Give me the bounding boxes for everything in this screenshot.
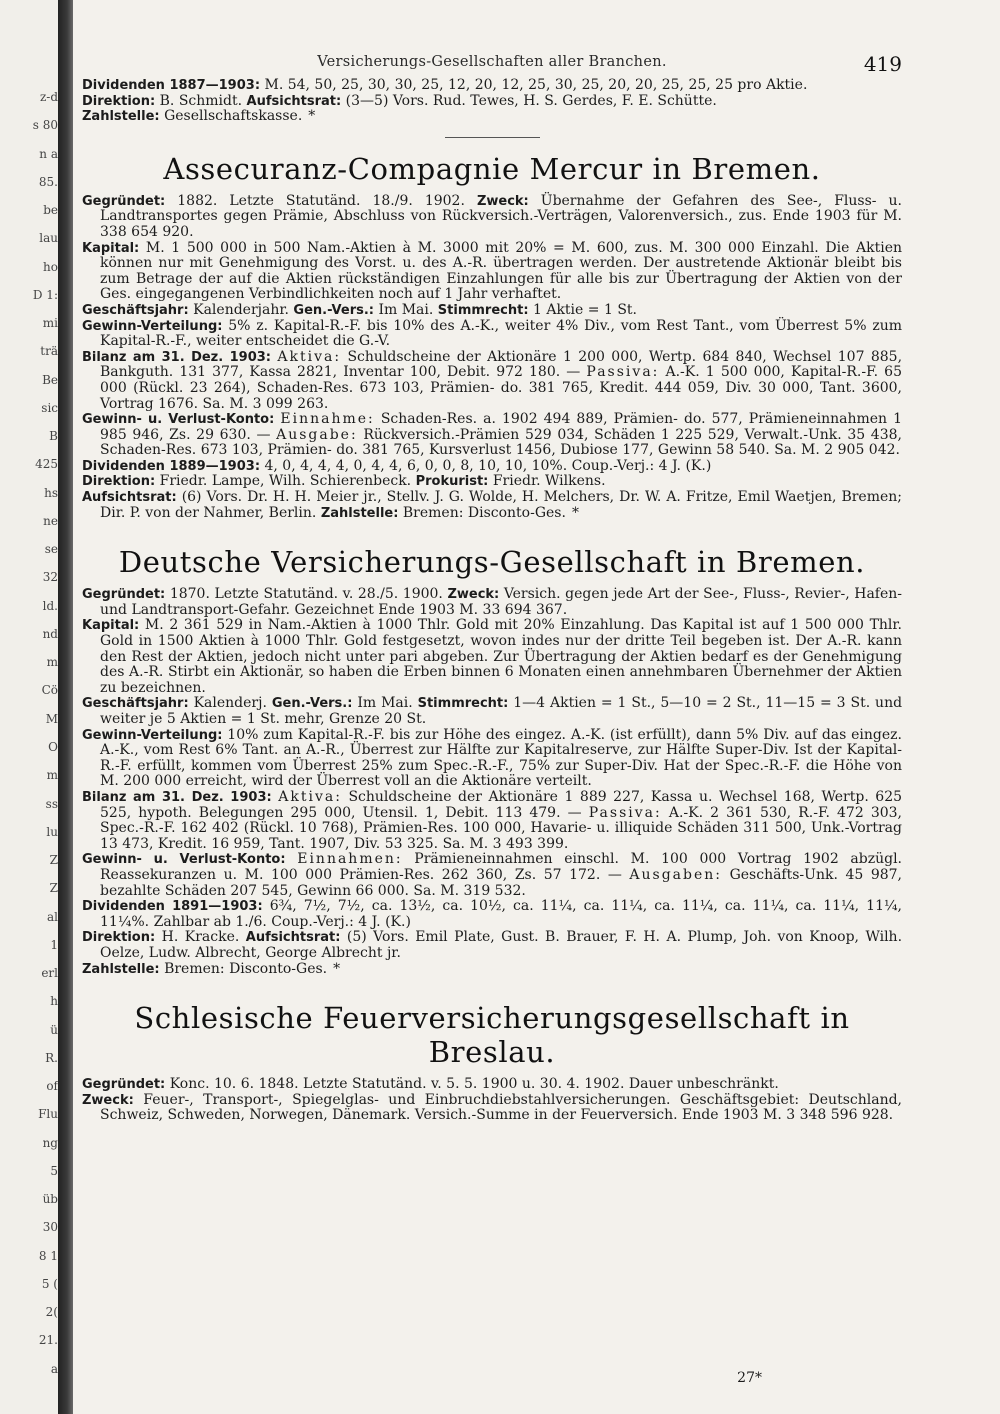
label: Passiva: [588, 804, 662, 821]
text: 1882. Letzte Statutänd. 18./9. 1902. [177, 192, 465, 209]
margin-fragment: sic [41, 400, 58, 415]
label: Dividenden 1887—1903: [82, 78, 261, 93]
text: Im Mai. [378, 301, 434, 318]
margin-fragment: 21. [38, 1333, 58, 1348]
zweck [82, 1093, 902, 1124]
margin-fragment: ng [42, 1135, 58, 1150]
margin-fragment: m [46, 768, 58, 783]
margin-fragment: ho [43, 259, 58, 274]
prev-zahlstelle [82, 109, 902, 125]
text: Kalenderjahr. [193, 301, 289, 318]
text: H. Kracke. [161, 929, 240, 946]
margin-fragment: 85. [38, 174, 58, 189]
zahlstelle [82, 962, 902, 978]
text: B. Schmidt. [159, 92, 243, 109]
running-head [82, 40, 902, 74]
margin-fragment: of [46, 1079, 58, 1094]
label: Zweck: [447, 587, 500, 603]
margin-fragment: a [50, 1361, 58, 1376]
text: Übernahme der Gefahren des See-, Fluss- u. Landtransportes gegen Prämie, Abschluss von Rückversich.-Verträgen, Valorenversich., zus. Ende 1903 für M. 338 654 920. [100, 192, 903, 240]
margin-fragment: ü [50, 1022, 58, 1037]
margin-fragment: 5 [50, 1163, 58, 1178]
margin-fragment: al [47, 909, 58, 924]
margin-fragment: Be [42, 372, 58, 387]
label: Kapital: [82, 240, 140, 256]
text: 10% zum Kapital-R.-F. bis zur Höhe des eingez. A.-K. (ist erfüllt), dann 5% Div. auf das eingez. A.-K., vom Rest 6% Tant. an A.-R., Überrest zur Hälfte zur Kapitalreserve, zur Hälfte Super-Div. Ist der Kapital-R.-F. erfüllt, kommen vom Überrest 25% zum Spec.-R.-F., 75% zur Super-Div. Hat der Spec.-R.-F. die Höhe von M. 200 000 erreicht, wird der Überrest voll an die Aktionäre verteilt. [100, 726, 903, 790]
text: 4, 0, 4, 4, 4, 0, 4, 4, 6, 0, 0, 8, 10, 10, 10%. Coup.-Verj.: 4 J. (K.) [264, 457, 712, 474]
dividenden [82, 899, 902, 930]
label: Prokurist: [415, 474, 489, 490]
prev-dividenden [82, 78, 902, 94]
text: M. 54, 50, 25, 30, 30, 25, 12, 20, 12, 25, 30, 25, 20, 20, 25, 25, 25 pro Aktie. [264, 77, 808, 93]
label: Einnahme: [280, 411, 375, 428]
label: Direktion: [82, 93, 156, 109]
label: Geschäftsjahr: [82, 302, 189, 318]
label: Einnahmen: [297, 851, 403, 868]
margin-fragment: nd [42, 626, 58, 641]
gewinn-verteilung [82, 319, 902, 350]
label: Zweck: [476, 193, 529, 209]
page [82, 40, 902, 1400]
label: Ausgaben: [629, 866, 723, 883]
margin-fragment: Z [49, 853, 58, 868]
label: Bilanz am 31. Dez. 1903: [82, 349, 272, 365]
geschaeftsjahr [82, 696, 902, 727]
kapital [82, 618, 902, 696]
text: A.-K. 1 500 000, Kapital-R.-F. 65 000 (Rückl. 23 264), Schaden-Res. 673 103, Prämien- do. 381 765, Kredit. 444 059, Div. 30 000, Tant. 3600, Vortrag 1676. Sa. M. 3 099 263. [100, 364, 902, 412]
entry-schlesische [82, 1077, 902, 1124]
entry-star: * [333, 960, 341, 977]
text: Bremen: Disconto-Ges. [164, 960, 328, 977]
text: Konc. 10. 6. 1848. Letzte Statutänd. v. 5. 5. 1900 u. 30. 4. 1902. Dauer unbeschränkt. [169, 1076, 779, 1093]
label: Gewinn- u. Verlust-Konto: [82, 412, 275, 428]
text: Schuldscheine der Aktionäre 1 200 000, Wertp. 684 840, Wechsel 107 885, Bankguth. 131 377, Kassa 2821, Inventar 100, Debit. 972 180. — [100, 348, 903, 381]
margin-fragment: D 1: [32, 287, 58, 302]
direktion [82, 474, 902, 490]
text: 5% z. Kapital-R.-F. bis 10% des A.-K., weiter 4% Div., vom Rest Tant., vom Überrest 5% zum Kapital-R.-F., weiter entscheidet die G.-V. [100, 317, 902, 350]
label: Stimmrecht: [417, 696, 509, 712]
margin-fragment: n a [39, 146, 58, 161]
gewinn-verlust-konto [82, 412, 902, 459]
dividenden [82, 459, 902, 475]
margin-fragment: lau [39, 231, 58, 246]
margin-fragment: se [44, 542, 58, 557]
aufsichtsrat [82, 490, 902, 521]
company-title-deutsche: Deutsche Versicherungs-Gesellschaft in Bremen. [118, 545, 866, 580]
label: Zahlstelle: [82, 961, 160, 977]
label: Direktion: [82, 474, 156, 490]
margin-fragment: trä [40, 344, 58, 359]
margin-fragment: lu [46, 824, 58, 839]
label: Direktion: [82, 930, 156, 946]
text: 6¾, 7½, 7½, ca. 13½, ca. 10½, ca. 11¼, ca. 11¼, ca. 11¼, ca. 11¼, ca. 11¼, 11¼, 11¼%. Zahlbar ab 1./6. Coup.-Verj.: 4 J. (K.) [100, 898, 903, 930]
prev-entry [82, 78, 902, 125]
gegruendet [82, 587, 902, 618]
text: Kalenderj. [193, 695, 267, 712]
gewinn-verteilung [82, 728, 902, 790]
margin-fragment: 8 1 [38, 1248, 58, 1263]
entry-star: * [308, 108, 316, 125]
text: Schaden-Res. a. 1902 494 889, Prämien- do. 577, Prämieneinnahmen 1 985 946, Zs. 29 630. — [100, 411, 903, 443]
company-title-schlesische: Schlesische Feuerversicherungsgesellschaft in Breslau. [134, 1001, 850, 1070]
label: Gewinn-Verteilung: [82, 727, 223, 743]
margin-fragment: s 80 [32, 118, 58, 133]
margin-fragment: üb [42, 1192, 58, 1207]
text: M. 1 500 000 in 500 Nam.-Aktien à M. 3000 mit 20% = M. 600, zus. M. 300 000 Einzahl. Die Aktien können nur mit Genehmigung des Vorst. u. des A.-R. übertragen werden. Der austretende Aktionär bleibt bis zum Betrage der auf die Aktien rückständigen Einzahlungen für alle bis zur Übertragung der Aktien von der Ges. eingegangenen Verbindlichkeiten noch auf 1 Jahr verhaftet. [100, 239, 902, 303]
label: Aufsichtsrat: [245, 930, 341, 946]
text: Prämieneinnahmen einschl. M. 100 000 Vortrag 1902 abzügl. Reassekuranzen u. M. 100 000 Prämien-Res. 262 360, Zs. 57 172. — [100, 851, 902, 883]
direktion [82, 930, 902, 961]
label: Gegründet: [82, 193, 166, 209]
margin-fragment: 2( [45, 1305, 58, 1320]
divider [445, 137, 540, 138]
kapital [82, 241, 902, 303]
text: Feuer-, Transport-, Spiegelglas- und Einbruchdiebstahlversicherungen. Geschäftsgebiet: Deutschland, Schweiz, Schweden, Norwegen, Dänemark. Versich.-Summe in der Feuerversich. Ende 1903 M. 3 348 596 928. [100, 1091, 902, 1124]
label: Gewinn-Verteilung: [82, 318, 223, 334]
text: Versich. gegen jede Art der See-, Fluss-, Revier-, Hafen- und Landtransport-Gefahr. Gezeichnet Ende 1903 M. 33 694 367. [100, 586, 902, 618]
text: Geschäfts-Unk. 45 987, bezahlte Schäden 207 545, Gewinn 66 000. Sa. M. 319 532. [100, 866, 903, 899]
entry-deutsche [82, 587, 902, 977]
margin-fragment: 30 [42, 1220, 58, 1235]
label: Gegründet: [82, 587, 166, 603]
label: Dividenden 1891—1903: [82, 899, 263, 915]
label: Ausgabe: [276, 426, 358, 443]
label: Gegründet: [82, 1077, 166, 1093]
margin-fragment: Z [49, 881, 58, 896]
margin-fragment: be [43, 203, 58, 218]
entry-mercur [82, 194, 902, 521]
prev-direktion [82, 94, 902, 110]
label: Zahlstelle: [320, 505, 399, 521]
text: Rückversich.-Prämien 529 034, Schäden 1 225 529, Verwalt.-Unk. 35 438, Schaden-Res. 673 103, Prämien- do. 381 765, Kursverlust 1456, Dubiose 177, Gewinn 58 540. Sa. M. 2 905 042. [100, 426, 902, 459]
book-spine-shadow [58, 0, 73, 1414]
label: Gen.-Vers.: [271, 696, 353, 712]
text: 1 Aktie = 1 St. [532, 301, 637, 318]
margin-fragment: 1 [50, 937, 58, 952]
margin-fragment: Cö [41, 683, 58, 698]
label: Gewinn- u. Verlust-Konto: [82, 852, 286, 868]
margin-fragment: 5 ( [41, 1276, 58, 1291]
margin-fragment: hs [44, 485, 58, 500]
margin-fragment: 425 [35, 457, 58, 472]
text: A.-K. 2 361 530, R.-F. 472 303, Spec.-R.-F. 162 402 (Rückl. 10 768), Prämien-Res. 100 000, Havarie- u. illiquide Schäden 311 500, Unk.-Vortrag 13 473, Kredit. 16 959, Tant. 1907, Div. 53 325. Sa. M. 3 493 399. [100, 804, 903, 852]
text: 1—4 Aktien = 1 St., 5—10 = 2 St., 11—15 = 3 St. und weiter je 5 Aktien = 1 St. mehr, Grenze 20 St. [100, 695, 903, 727]
margin-fragment: ne [43, 513, 58, 528]
margin-fragment: erl [41, 966, 58, 981]
label: Aufsichtsrat: [246, 93, 342, 109]
company-title-mercur: Assecuranz-Compagnie Mercur in Bremen. [163, 151, 821, 186]
bilanz [82, 350, 902, 412]
label: Zweck: [82, 1092, 134, 1108]
text: Schuldscheine der Aktionäre 1 889 227, Kassa u. Wechsel 168, Wertp. 625 525, hypoth. Belegungen 295 000, Utensil. 1, Debit. 113 479. — [100, 788, 903, 821]
margin-fragment: O [48, 740, 58, 754]
label: Gen.-Vers.: [293, 302, 375, 318]
text: Friedr. Lampe, Wilh. Schierenbeck. [159, 473, 412, 490]
text: Bremen: Disconto-Ges. [402, 504, 566, 521]
text: Im Mai. [357, 695, 413, 712]
margin-fragment: R. [45, 1050, 58, 1065]
label: Kapital: [82, 618, 140, 634]
label: Aktiva: [278, 788, 342, 805]
margin-fragment: Flu [38, 1107, 58, 1122]
margin-fragment: M [45, 711, 58, 726]
margin-fragment: mi [42, 316, 58, 331]
label: Passiva: [586, 364, 660, 381]
gegruendet [82, 194, 902, 241]
text: M. 2 361 529 in Nam.-Aktien à 1000 Thlr. Gold mit 20% Einzahlung. Das Kapital ist auf 1 500 000 Thlr. Gold in 1500 Aktien à 1000 Thlr. Gold festgesetzt, wovon indes nur der dritte Teil begeben ist. Der A.-R. kann den Rest der Aktien, jedoch nicht unter pari abgeben. Zur Übertragung der Aktien bedarf es der Genehmigung des A.-R. Stirbt ein Aktionär, so haben die Erben binnen 6 Monaten einen annehmbaren Übernehmer der Aktien zu bezeichnen. [100, 617, 903, 696]
text: Gesellschaftskasse. [164, 108, 303, 125]
label: Aktiva: [277, 348, 342, 365]
margin-fragment: 32 [42, 570, 58, 585]
margin-fragment: z-d [39, 90, 58, 104]
text: (5) Vors. Emil Plate, Gust. B. Brauer, F. H. A. Plump, Joh. von Knoop, Wilh. Oelze, Ludw. Albrecht, George Albrecht jr. [100, 929, 903, 961]
signature-mark: 27* [737, 1370, 762, 1386]
text: (6) Vors. Dr. H. H. Meier jr., Stellv. J. G. Wolde, H. Melchers, Dr. W. A. Fritze, Emil Waetjen, Bremen; Dir. P. von der Nahmer, Berlin. [100, 489, 903, 521]
margin-fragment: h [50, 994, 58, 1009]
label: Aufsichtsrat: [82, 490, 177, 506]
margin-fragment: B [49, 429, 58, 444]
geschaeftsjahr [82, 303, 902, 319]
entry-star: * [571, 504, 579, 521]
label: Stimmrecht: [437, 302, 529, 318]
margin-fragment: m [46, 655, 58, 670]
label: Zahlstelle: [82, 109, 160, 125]
text: Friedr. Wilkens. [492, 473, 606, 490]
label: Geschäftsjahr: [82, 696, 189, 712]
text: 1870. Letzte Statutänd. v. 28./5. 1900. [169, 586, 443, 603]
margin-fragment: ld. [42, 598, 58, 613]
gewinn-verlust-konto [82, 852, 902, 899]
margin-fragment: ss [45, 796, 58, 811]
gegruendet [82, 1077, 902, 1093]
bilanz [82, 790, 902, 852]
running-title: Versicherungs-Gesellschaften aller Branchen. [317, 54, 667, 70]
text: (3—5) Vors. Rud. Tewes, H. S. Gerdes, F. E. Schütte. [345, 92, 717, 109]
label: Dividenden 1889—1903: [82, 458, 261, 474]
label: Bilanz am 31. Dez. 1903: [82, 789, 272, 805]
page-number: 419 [863, 52, 902, 76]
margin-gutter [0, 0, 60, 1414]
